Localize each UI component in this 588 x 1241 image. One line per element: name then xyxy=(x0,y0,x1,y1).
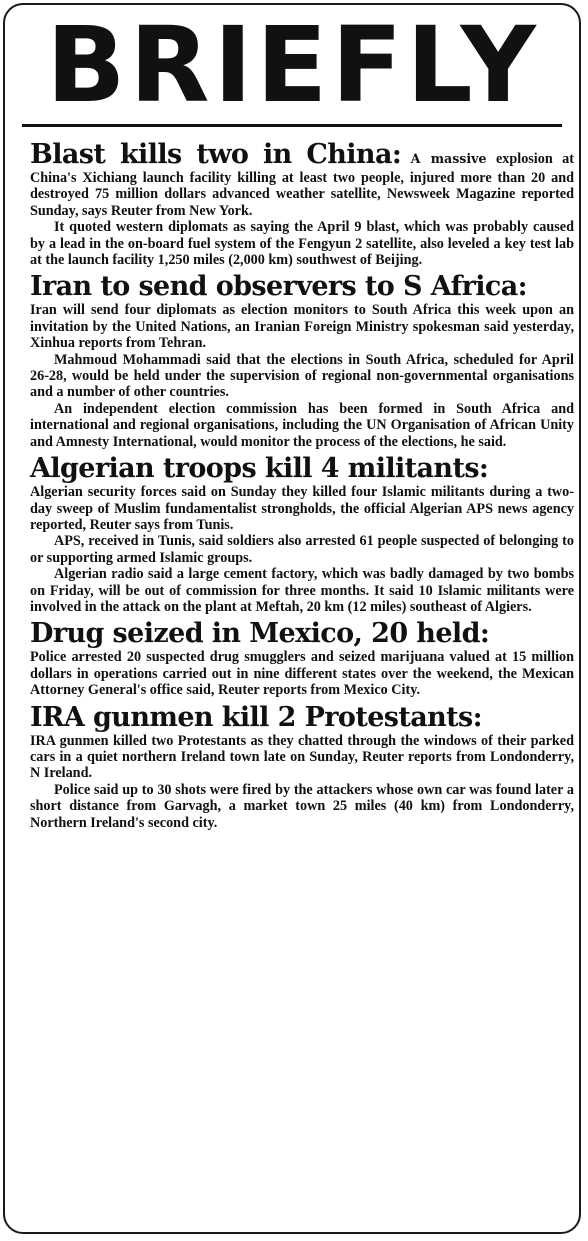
story-paragraph: IRA gunmen killed two Protestants as they chatted through the windows of their parked cars in a quiet northern Ireland town late on Sunday, Reuter reports from Londonderry, N Ireland. xyxy=(30,732,574,782)
story-headline: Iran to send observers to S Africa: xyxy=(30,271,527,303)
story-lead-text: A massive xyxy=(410,151,487,166)
story-paragraph: Mahmoud Mohammadi said that the elections in South Africa, scheduled for April 26-28, would be held under the supervision of regional non-governmental organisations and a number of other countries. xyxy=(30,351,574,401)
story-paragraph: Iran will send four diplomats as election monitors to South Africa this week upon an invitation by the United Nations, an Iranian Foreign Ministry spokesman said yesterday, Xinhua reports from Tehran. xyxy=(30,302,574,352)
story-iran-observers xyxy=(30,272,574,450)
story-ira-gunmen xyxy=(30,703,574,831)
story-paragraph: Police said up to 30 shots were fired by the attackers whose own car was found later a short distance from Garvagh, a market town 25 miles (40 km) from Londonderry, Northern Ireland's second city. xyxy=(30,781,574,831)
story-paragraph: An independent election commission has been formed in South Africa and international and regional organisations, including the UN Organisation of African Unity and Amnesty International, would monitor the process of the elections, he said. xyxy=(30,400,574,450)
story-lead-paragraph xyxy=(30,140,574,219)
masthead-title: BRIEFLY xyxy=(46,10,540,120)
story-paragraph: It quoted western diplomats as saying the April 9 blast, which was probably caused by a lead in the on-board fuel system of the Fengyun 2 satellite, also leveled a key test lab at the launch facility 1,250 miles (2,000 km) southwest of Beijing. xyxy=(30,219,574,269)
masthead-rule xyxy=(22,124,562,127)
story-algeria-militants xyxy=(30,454,574,615)
story-paragraph: APS, received in Tunis, said soldiers also arrested 61 people suspected of belonging to or supporting armed Islamic groups. xyxy=(30,533,574,566)
story-headline: Blast kills two in China: xyxy=(30,139,402,170)
story-headline: IRA gunmen kill 2 Protestants: xyxy=(30,701,483,733)
story-mexico-drugs xyxy=(30,619,574,698)
story-paragraph: Algerian radio said a large cement factory, which was badly damaged by two bombs on Friday, will be out of commission for three months. It said 10 Islamic militants were involved in the attack on the plant at Meftah, 20 km (12 miles) southeast of Algiers. xyxy=(30,566,574,615)
story-china-blast xyxy=(30,140,574,268)
story-headline: Drug seized in Mexico, 20 held: xyxy=(30,618,490,650)
story-paragraph: explosion at China's Xichiang launch facility killing at least two people, injured more than 20 and destroyed 75 million dollars advanced weather satellite, Newsweek Magazine reported Sunday, says Reuter from New York. xyxy=(30,151,575,219)
story-headline: Algerian troops kill 4 militants: xyxy=(30,453,489,485)
story-paragraph: Algerian security forces said on Sunday they killed four Islamic militants during a two-day sweep of Muslim fundamentalist strongholds, the official Algerian APS news agency reported, Reuter says from Tunis. xyxy=(30,484,574,533)
story-paragraph: Police arrested 20 suspected drug smugglers and seized marijuana valued at 15 million dollars in operations carried out in nine different states over the weekend, the Mexican Attorney General's office said, Reuter reports from Mexico City. xyxy=(30,649,574,699)
briefs-column xyxy=(30,140,574,835)
